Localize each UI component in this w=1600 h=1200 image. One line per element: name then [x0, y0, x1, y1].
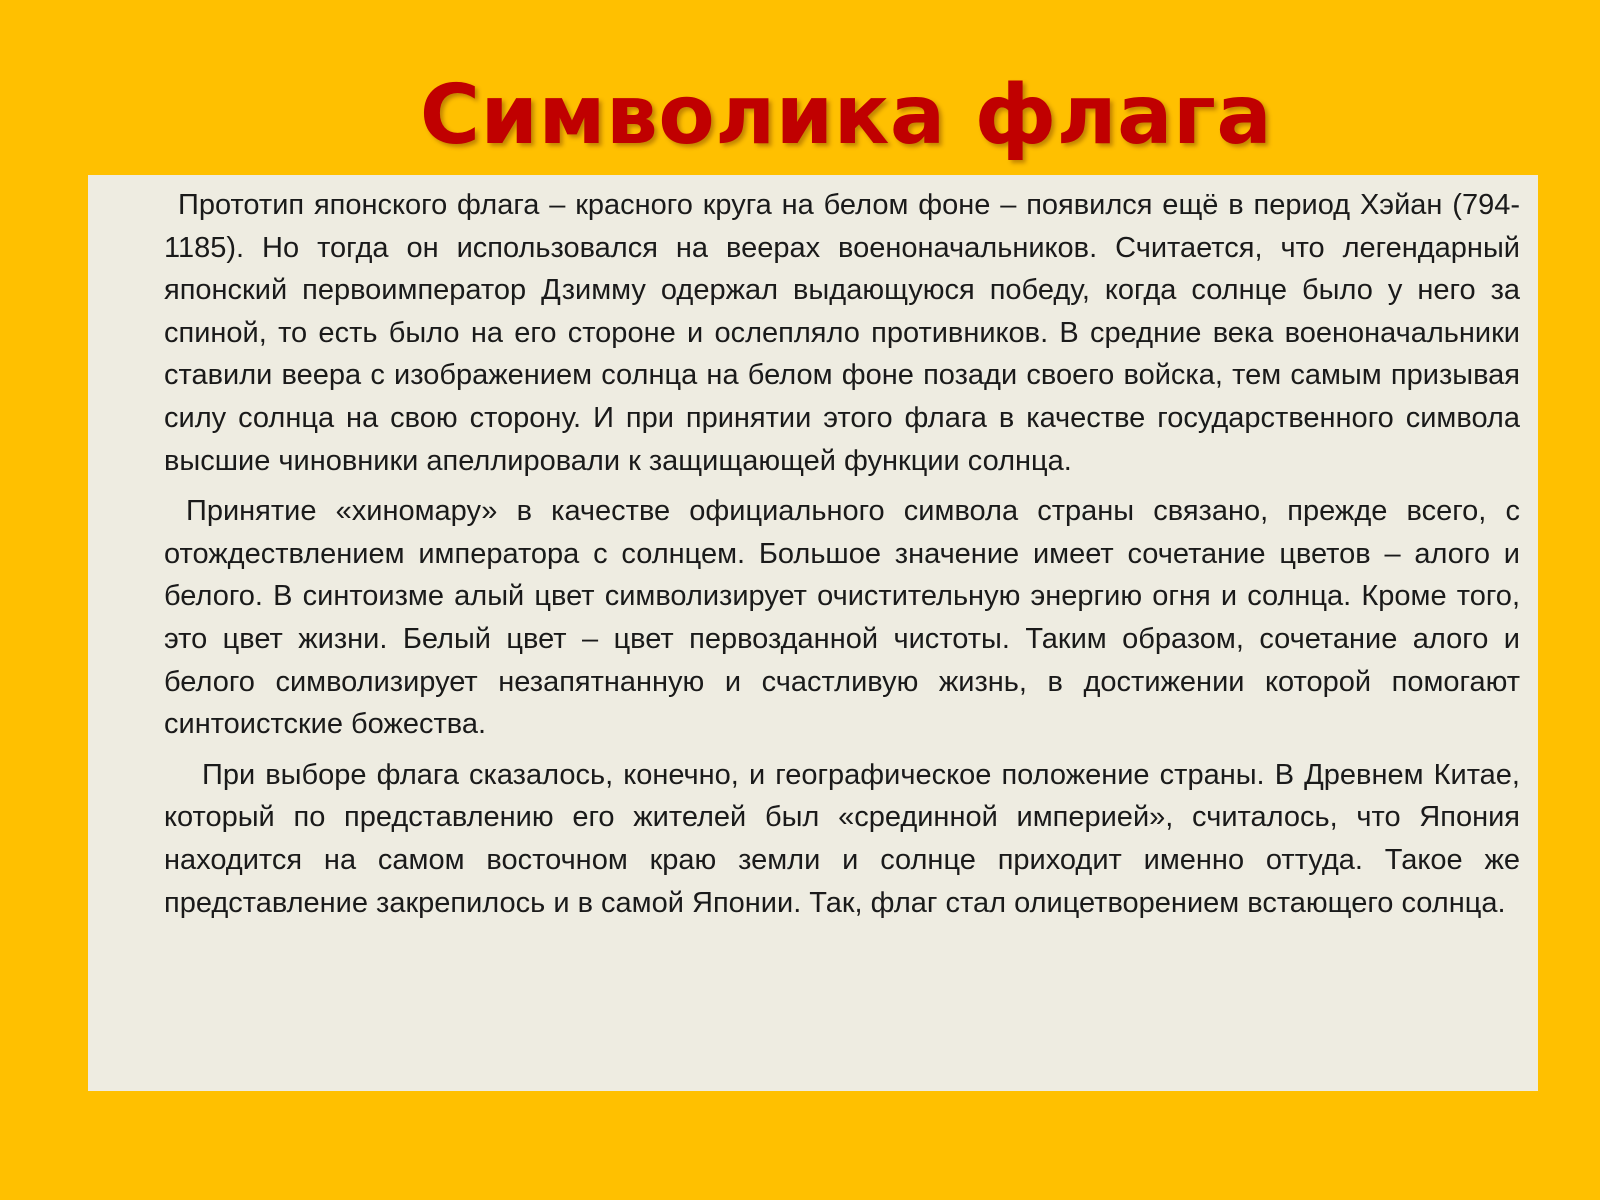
- paragraph-3: При выборе флага сказалось, конечно, и географическое положение страны. В Древнем Китае, который по представлению его жителей был «срединной империей», считалось, что Япония находится на самом восточном краю земли и солнце приходит именно оттуда. Такое же представление закрепилось и в самой Японии. Так, флаг стал олицетворением встающего солнца.: [164, 758, 1520, 919]
- paragraph-2: Принятие «хиномару» в качестве официального символа страны связано, прежде всего, с отождествлением императора с солнцем. Большое значение имеет сочетание цветов – алого и белого. В синтоизме алый цвет символизирует очистительную энергию огня и солнца. Кроме того, это цвет жизни. Белый цвет – цвет первозданной чистоты. Таким образом, сочетание алого и белого символизирует незапятнанную и счастливую жизнь, в достижении которой помогают синтоистские божества.: [164, 495, 1520, 741]
- paragraph-1: Прототип японского флага – красного круга на белом фоне – появился ещё в период Хэйан (794-1185). Но тогда он использовался на веерах военоначальников. Считается, что легендарный японский первоимператор Дзимму одержал выдающуюся победу, когда солнце было у него за спиной, то есть было на его стороне и ослепляло противников. В средние века военоначальники ставили веера с изображением солнца на белом фоне позади своего войска, тем самым призывая силу солнца на свою сторону. И при принятии этого флага в качестве государственного символа высшие чиновники апеллировали к защищающей функции солнца.: [164, 189, 1520, 477]
- content-box: [88, 175, 1538, 1091]
- body-text: [164, 184, 1520, 932]
- slide-title: Символика флага: [419, 68, 1273, 163]
